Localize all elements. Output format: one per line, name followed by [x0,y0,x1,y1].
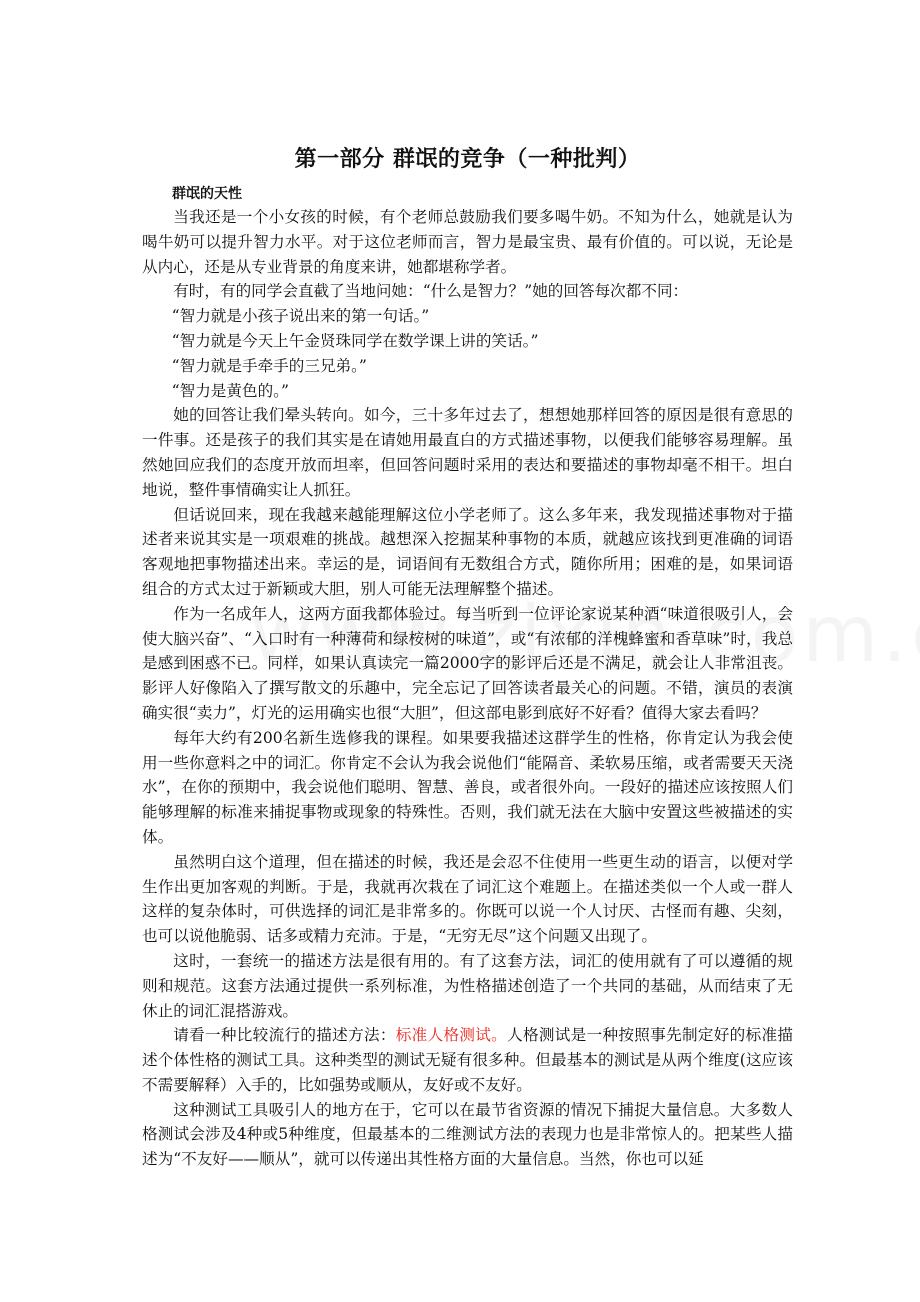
paragraph-with-highlight [142,1023,793,1097]
quote-line: “智力就是小孩子说出来的第一句话。” [171,307,430,326]
paragraph: 作为一名成年人，这两方面我都体验过。每当听到一位评论家说某种酒“味道很吸引人，会使大脑兴奋”、“入口时有一种薄荷和绿桉树的味道”，或“有浓郁的洋槐蜂蜜和香草味”时，我总是感到困惑不已。同样，如果认真读完一篇2000字的影评后还是不满足，就会让人非常沮丧。影评人好像陷入了撰写散文的乐趣中，完全忘记了回答读者最关心的问题。不错，演员的表演确实很“卖力”，灯光的运用确实也很“大胆”，但这部电影到底好不好看？值得大家去看吗？ [142,604,793,722]
paragraph: 但话说回来，现在我越来越能理解这位小学老师了。这么多年来，我发现描述事物对于描述者来说其实是一项艰难的挑战。越想深入挖掘某种事物的本质，就越应该找到更准确的词语客观地把事物描述出来。幸运的是，词语间有无数组合方式，随你所用；困难的是，如果词语组合的方式太过于新颖或大胆，别人可能无法理解整个描述。 [142,505,793,598]
paragraph: 这种测试工具吸引人的地方在于，它可以在最节省资源的情况下捕捉大量信息。大多数人格测试会涉及4种或5种维度，但最基本的二维测试方法的表现力也是非常惊人的。把某些人描述为“不友好——顺从”，就可以传递出其性格方面的大量信息。当然，你也可以延 [142,1100,793,1169]
paragraph: 有时，有的同学会直截了当地问她：“什么是智力？”她的回答每次都不同： [173,282,689,301]
page-title: 第一部分 群氓的竞争（一种批判） [294,147,641,172]
section-heading: 群氓的天性 [172,186,242,202]
highlighted-term: 标准人格测试。 [395,1026,508,1045]
quote-line: “智力就是今天上午金贤珠同学在数学课上讲的笑话。” [171,331,539,350]
document-page [142,145,793,1172]
text-before: 请看一种比较流行的描述方法： [173,1026,396,1045]
paragraph: 每年大约有200名新生选修我的课程。如果要我描述这群学生的性格，你肯定认为我会使用一些你意料之中的词汇。你肯定不会认为我会说他们“能隔音、柔软易压缩，或者需要天天浇水”，在你的预期中，我会说他们聪明、智慧、善良，或者很外向。一段好的描述应该按照人们能够理解的标准来捕捉事物或现象的特殊性。否则，我们就无法在大脑中安置这些被描述的实体。 [142,728,793,846]
quote-line: “智力就是手牵手的三兄弟。” [171,356,367,375]
paragraph: 当我还是一个小女孩的时候，有个老师总鼓励我们要多喝牛奶。不知为什么，她就是认为喝牛奶可以提升智力水平。对于这位老师而言，智力是最宝贵、最有价值的。可以说，无论是从内心，还是从专业背景的角度来讲，她都堪称学者。 [142,208,793,276]
text-after: 人格测试是一种按照事先制定好的标准描述个体性格的测试工具。这种类型的测试无疑有很多种。但最基本的测试是从两个维度(这应该不需要解释）入手的，比如强势或顺从，友好或不友好。 [142,1026,793,1094]
paragraph: 虽然明白这个道理，但在描述的时候，我还是会忍不住使用一些更生动的语言，以便对学生作出更加客观的判断。于是，我就再次栽在了词汇这个难题上。在描述类似一个人或一群人这样的复杂体时，可供选择的词汇是非常多的。你既可以说一个人讨厌、古怪而有趣、尖刻，也可以说他脆弱、话多或精力充沛。于是，“无穷无尽”这个问题又出现了。 [142,852,793,946]
paragraph: 这时，一套统一的描述方法是很有用的。有了这套方法，词汇的使用就有了可以遵循的规则和规范。这套方法通过提供一系列标准，为性格描述创造了一个共同的基础，从而结束了无休止的词汇混搭游戏。 [142,951,793,1020]
quote-line: “智力是黄色的。” [171,381,289,400]
paragraph: 她的回答让我们晕头转向。如今，三十多年过去了，想想她那样回答的原因是很有意思的一件事。还是孩子的我们其实是在请她用最直白的方式描述事物，以便我们能够容易理解。虽然她回应我们的态度开放而坦率，但回答问题时采用的表达和要描述的事物却毫不相干。坦白地说，整件事情确实让人抓狂。 [142,406,793,499]
